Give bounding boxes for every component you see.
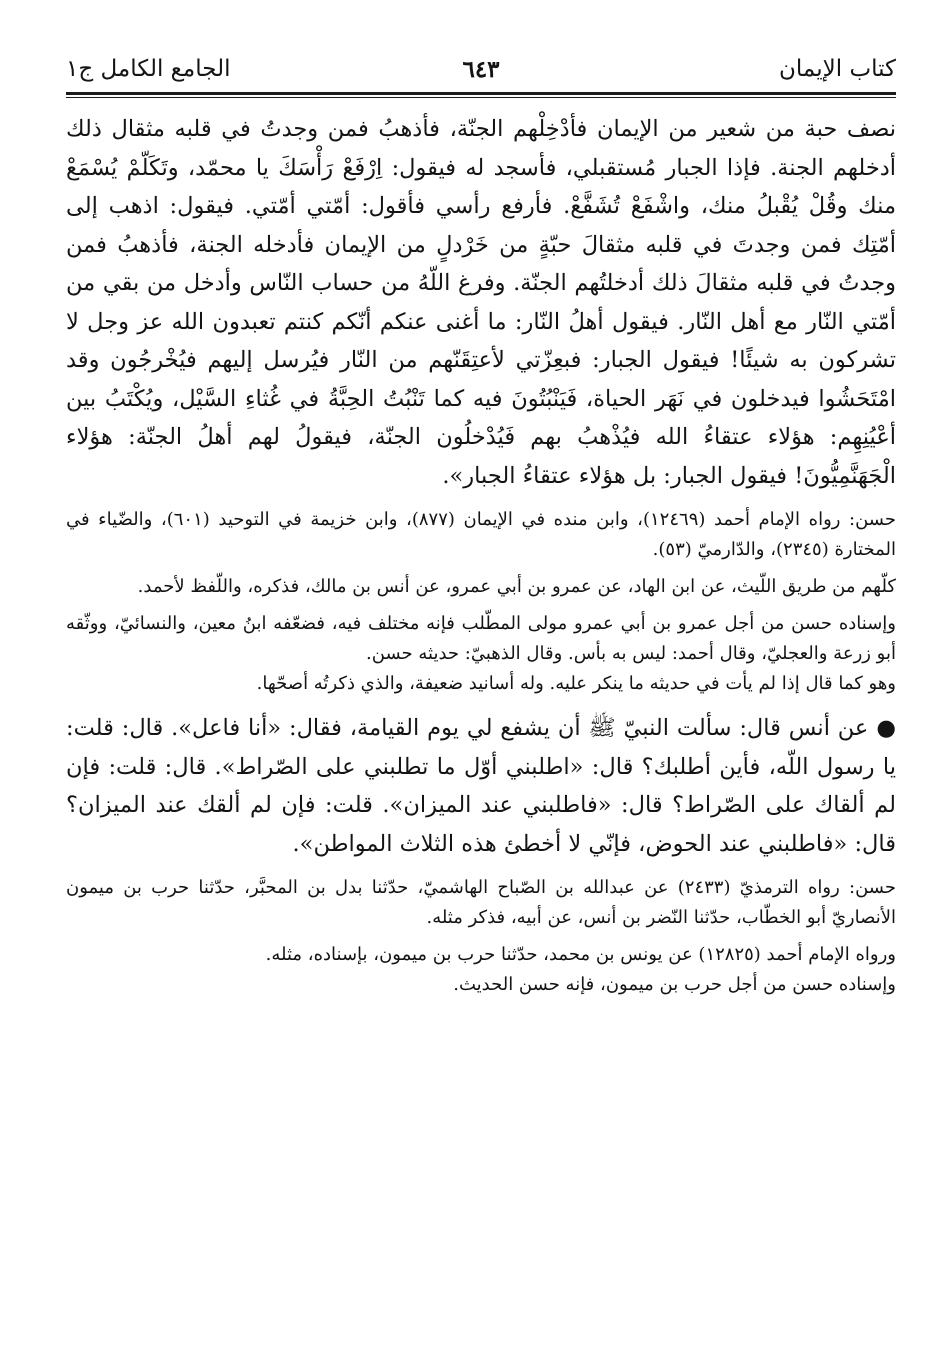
takhrij-note-7: وإسناده حسن من أجل حرب بن ميمون، فإنه حسن الحديث. [453, 974, 896, 995]
page-body [66, 110, 896, 1000]
book-title: الجامع الكامل ج١ [66, 56, 231, 82]
hadith-text-2: عن أنس قال: سألت النبيّ ﷺ أن يشفع لي يوم القيامة، فقال: «أنا فاعل». قال: قلت: يا رسول اللّه، فأين أطلبك؟ قال: «اطلبني أوّل ما تطلبني على الصّراط». قال: قلت: فإن لم ألقاك على الصّراط؟ قال: «فاطلبني عند الميزان». قلت: فإن لم ألقك عند الميزان؟ قال: «فاطلبني عند الحوض، فإنّي لا أخطئ هذه الثلاث المواطن». [66, 715, 896, 857]
hadith-text-1: نصف حبة من شعير من الإيمان فأدْخِلْهم الجنّة، فأذهبُ فمن وجدتُ في قلبه مثقال ذلك أدخلهم الجنة. فإذا الجبار مُستقبلي، فأسجد له فيقول: اِرْفَعْ رَأْسَكَ يا محمّد، وتَكَلّمْ يُسْمَعْ منك وقُلْ يُقْبلُ منك، واشْفَعْ تُشَفَّعْ. فأرفع رأسي فأقول: أمّتي أمّتي. فيقول: اذهب إلى أمّتِك فمن وجدتَ في قلبه مثقالَ حبّةٍ من خَرْدلٍ من الإيمان فأدخله الجنة، فأذهبُ فمن وجدتُ في قلبه مثقالَ ذلك أدخلتُهم الجنّة. وفرغ اللّهُ من حساب النّاس وأدخل من بقي من أمّتي النّار مع أهل النّار. فيقول أهلُ النّار: ما أغنى عنكم أنّكم كنتم تعبدون الله عز وجل لا تشركون به شيئًا! فيقول الجبار: فبعِزّتي لأعتِقَنّهم من النّار فيُرسل إليهم فيُخْرجُون وقد امْتَحَشُوا فيدخلون في نَهَر الحياة، فَيَنْبُتُونَ فيه كما تَنْبُتُ الحِبَّةُ في غُثاءِ السَّيْل، ويُكْتَبُ بين أعْيُنِهِم: هؤلاء عتقاءُ الله فيُذْهبُ بهم فَيُدْخلُون الجنّة، فيقولُ لهم أهلُ الجنّة: هؤلاء الْجَهَنَّمِيُّونَ! فيقول الجبار: بل هؤلاء عتقاءُ الجبار». [66, 116, 896, 489]
takhrij-note-5: حسن: رواه الترمذيّ (٢٤٣٣) عن عبدالله بن الصّباح الهاشميّ، حدّثنا بدل بن المحبَّر، حدّثنا حرب بن ميمون الأنصاريّ أبو الخطّاب، حدّثنا النّضر بن أنس، عن أبيه، فذكر مثله. [66, 877, 896, 928]
bullet-icon: ● [876, 715, 896, 741]
takhrij-note-4: وهو كما قال إذا لم يأت في حديثه ما ينكر عليه. وله أسانيد ضعيفة، والذي ذكرتُه أصحّها. [256, 673, 896, 694]
page-number: ٦٤٣ [462, 56, 500, 83]
page-header [66, 52, 896, 92]
takhrij-note-2: كلّهم من طريق اللّيث، عن ابن الهاد، عن عمرو بن أبي عمرو، عن أنس بن مالك، فذكره، واللّفظ لأحمد. [137, 576, 896, 597]
hadith-paragraph-2 [66, 709, 896, 863]
takhrij-note-3: وإسناده حسن من أجل عمرو بن أبي عمرو مولى المطّلب فإنه مختلف فيه، فضعّفه ابنُ معين، والنسائيّ، ووثّقه أبو زرعة والعجليّ، وقال أحمد: ليس به بأس. وقال الذهبيّ: حديثه حسن. [66, 613, 896, 664]
takhrij-note-1: حسن: رواه الإمام أحمد (١٢٤٦٩)، وابن منده في الإيمان (٨٧٧)، وابن خزيمة في التوحيد (٦٠١)، والضّياء في المختارة (٢٣٤٥)، والدّارميّ (٥٣). [66, 509, 896, 560]
header-rule-thick [66, 92, 896, 95]
takhrij-note-6: ورواه الإمام أحمد (١٢٨٢٥) عن يونس بن محمد، حدّثنا حرب بن ميمون، بإسناده، مثله. [265, 944, 896, 965]
chapter-title: كتاب الإيمان [779, 56, 896, 82]
header-rule-thin [66, 97, 896, 98]
